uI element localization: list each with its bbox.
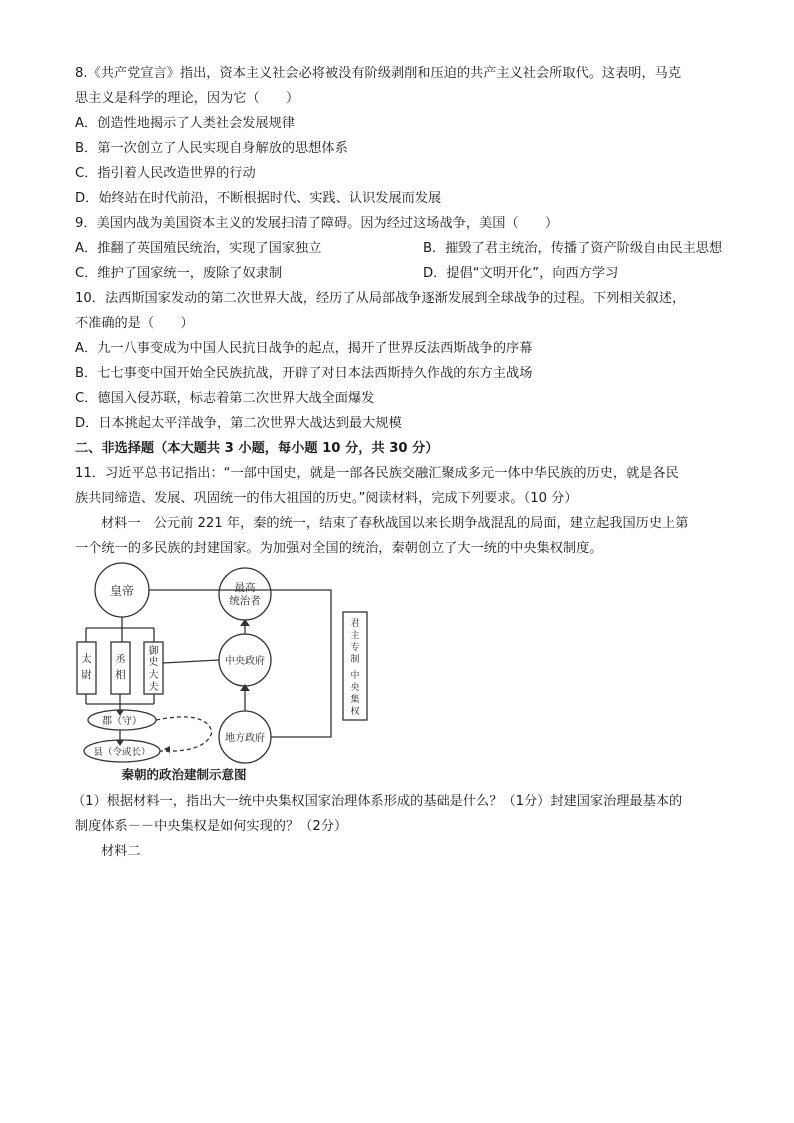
side-label1-char-1: 君 bbox=[350, 619, 360, 629]
yushi-char-4: 夫 bbox=[148, 682, 159, 693]
yushi-char-3: 大 bbox=[148, 670, 159, 681]
q11-material2-label: 材料二 bbox=[101, 844, 141, 859]
q9-options-row2 bbox=[75, 261, 715, 286]
taiwei-box bbox=[77, 642, 96, 694]
top-ruler-label-1: 最高 bbox=[234, 582, 256, 594]
q11-material1-line2: 一个统一的多民族的封建国家。为加强对全国的统治，秦朝创立了大一统的中央集权制度。 bbox=[75, 541, 603, 556]
jun-label: 郡（守） bbox=[102, 716, 142, 727]
chengxiang-box bbox=[111, 642, 130, 694]
side-label2-char-2: 央 bbox=[350, 683, 360, 693]
taiwei-char-2: 尉 bbox=[81, 669, 92, 681]
qin-political-system-diagram bbox=[66, 560, 386, 785]
central-gov-label: 中央政府 bbox=[225, 656, 265, 667]
q10-stem-line1: 10．法西斯国家发动的第二次世界大战，经历了从局部战争逐渐发展到全球战争的过程。下列相关叙述， bbox=[75, 291, 686, 306]
yushi-char-1: 御 bbox=[148, 646, 159, 657]
side-label1-char-4: 制 bbox=[350, 655, 360, 665]
local-gov-label: 地方政府 bbox=[225, 733, 265, 744]
q9-option-b: B．摧毁了君主统治，传播了资产阶级自由民主思想 bbox=[423, 241, 723, 256]
diagram-caption: 秦朝的政治建制示意图 bbox=[121, 767, 247, 782]
q11-part1-line2: 制度体系－－中央集权是如何实现的？（2分） bbox=[75, 819, 348, 834]
section-heading-non-choice: 二、非选择题（本大题共 3 小题，每小题 10 分，共 30 分） bbox=[75, 441, 439, 456]
dashed-bracket bbox=[156, 717, 212, 751]
xian-label: 县（令或长） bbox=[93, 747, 151, 758]
q8-option-b: B．第一次创立了人民实现自身解放的思想体系 bbox=[75, 141, 348, 156]
q9-options-row1 bbox=[75, 236, 723, 261]
top-ruler-node bbox=[219, 568, 271, 620]
side-label2-char-3: 集 bbox=[350, 695, 360, 705]
side-label1-char-3: 专 bbox=[350, 643, 360, 653]
q8-stem-line2: 思主义是科学的理论，因为它（ ） bbox=[75, 91, 300, 106]
q9-option-a: A．推翻了英国殖民统治，实现了国家独立 bbox=[75, 241, 322, 256]
q9-stem: 9．美国内战为美国资本主义的发展扫清了障碍。因为经过这场战争，美国（ ） bbox=[75, 216, 559, 231]
q11-stem-line2: 族共同缔造、发展、巩固统一的伟大祖国的历史。”阅读材料，完成下列要求。（10 分） bbox=[75, 491, 578, 506]
q8-option-d: D．始终站在时代前沿，不断根据时代、实践、认识发展而发展 bbox=[75, 191, 442, 206]
side-label2-char-4: 权 bbox=[350, 707, 360, 717]
q10-option-b: B．七七事变中国开始全民族抗战，开辟了对日本法西斯持久作战的东方主战场 bbox=[75, 366, 533, 381]
q10-option-c: C．德国入侵苏联，标志着第二次世界大战全面爆发 bbox=[75, 391, 375, 406]
emperor-label: 皇帝 bbox=[109, 584, 135, 598]
arrow-up-icon bbox=[240, 684, 250, 691]
q11-stem-line1: 11．习近平总书记指出：“一部中国史，就是一部各民族交融汇聚成多元一体中华民族的历史，就是各民 bbox=[75, 466, 679, 481]
chengxiang-char-2: 相 bbox=[115, 669, 126, 681]
q11-part1-line1: （1）根据材料一，指出大一统中央集权国家治理体系形成的基础是什么？（1分）封建国家治理最基本的 bbox=[72, 794, 683, 809]
q8-option-a: A．创造性地揭示了人类社会发展规律 bbox=[75, 116, 296, 131]
yushi-char-2: 史 bbox=[148, 657, 159, 668]
side-label1-char-2: 主 bbox=[350, 631, 360, 641]
q8-stem-line1: 8.《共产党宣言》指出，资本主义社会必将被没有阶级剥削和压迫的共产主义社会所取代。这表明，马克 bbox=[75, 66, 682, 81]
q11-material1-line1: 材料一 公元前 221 年，秦的统一，结束了春秋战国以来长期争战混乱的局面，建立起我国历史上第 bbox=[101, 516, 689, 531]
q8-option-c: C．指引着人民改造世界的行动 bbox=[75, 166, 256, 181]
top-ruler-label-2: 统治者 bbox=[229, 595, 261, 607]
arrow-left-icon bbox=[164, 746, 170, 753]
side-label2-char-1: 中 bbox=[350, 671, 360, 681]
q10-stem-line2: 不准确的是（ ） bbox=[75, 316, 194, 331]
taiwei-char-1: 太 bbox=[81, 653, 92, 665]
q10-option-a: A．九一八事变成为中国人民抗日战争的起点，揭开了世界反法西斯战争的序幕 bbox=[75, 341, 533, 356]
q9-option-c: C．维护了国家统一，废除了奴隶制 bbox=[75, 266, 283, 281]
q9-option-d: D．提倡“文明开化”，向西方学习 bbox=[423, 266, 619, 281]
chengxiang-char-1: 丞 bbox=[115, 653, 126, 665]
q10-option-d: D．日本挑起太平洋战争，第二次世界大战达到最大规模 bbox=[75, 416, 402, 431]
